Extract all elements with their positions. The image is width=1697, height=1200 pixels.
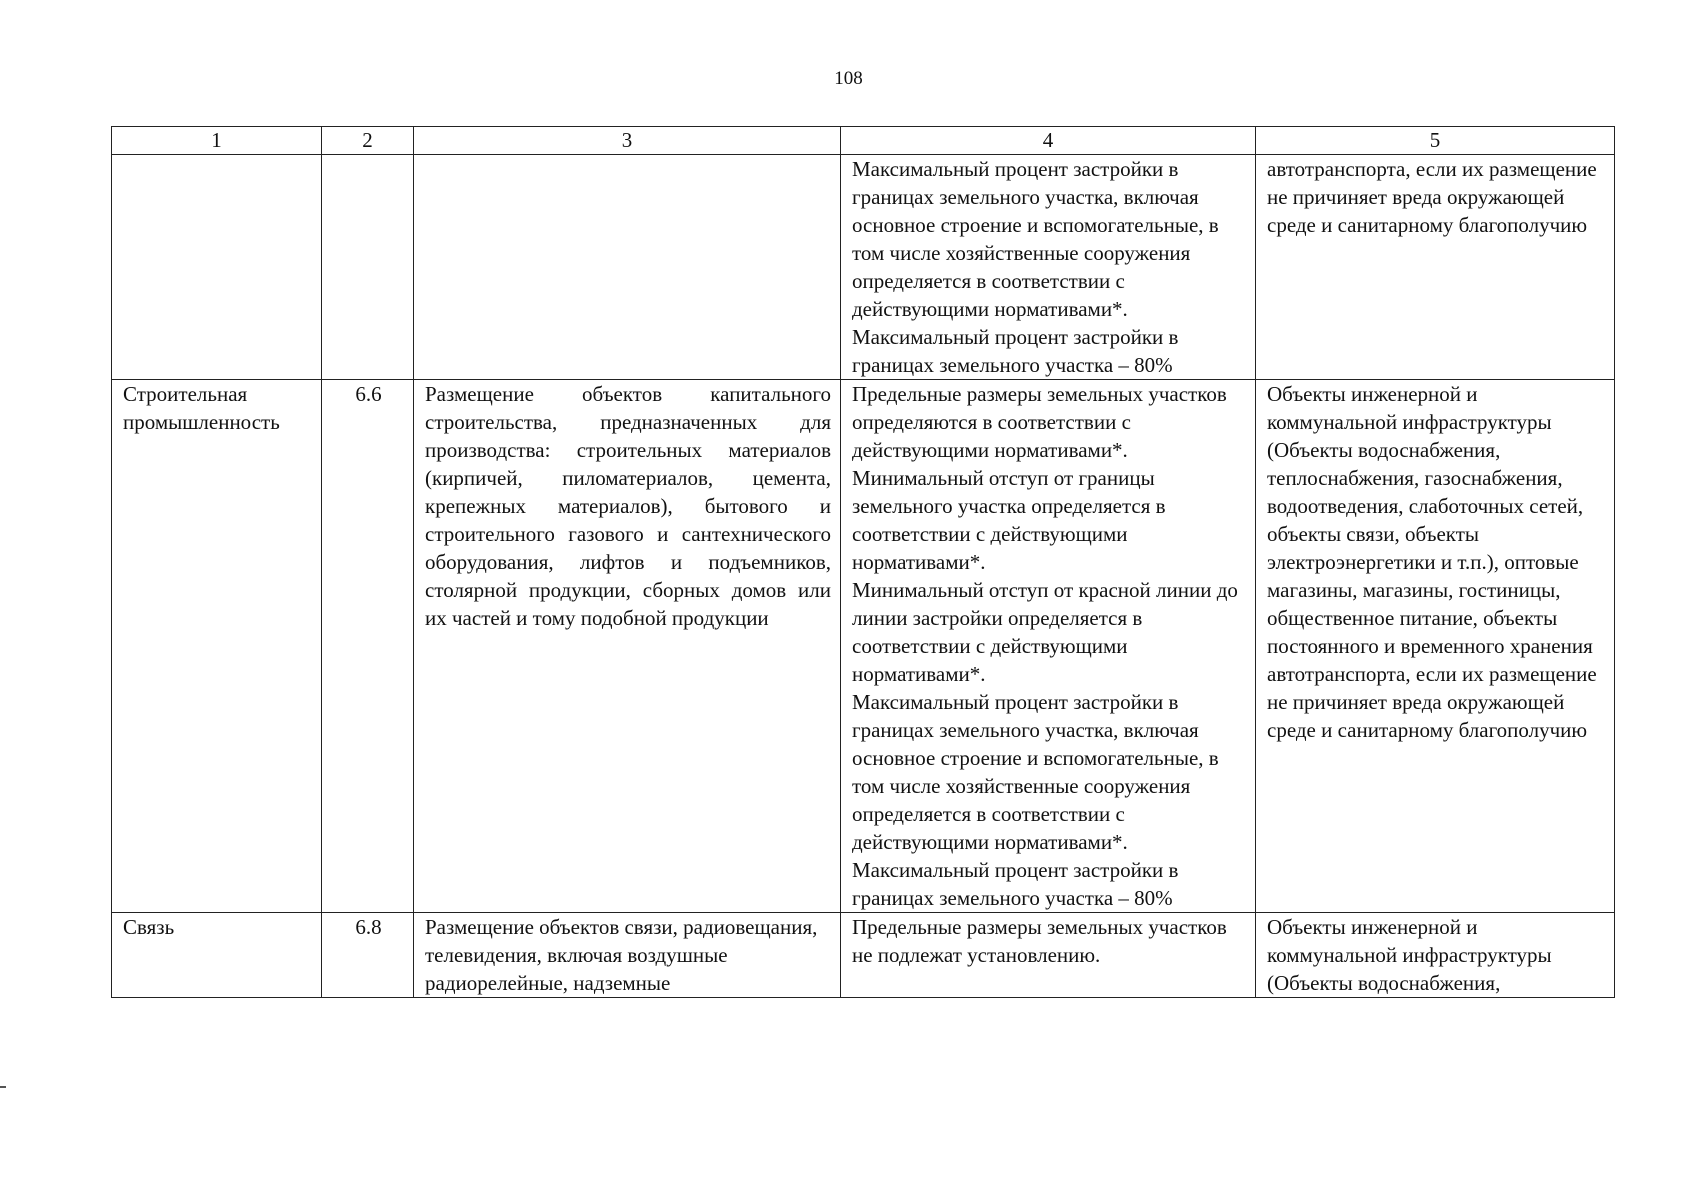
parameters-cell: Предельные размеры земельных участков определяются в соответствии с действующими нормативами*. Минимальный отступ от границы земельного участка определяется в соответствии с действующими нормативами*. Минимальный отступ от красной линии до линии застройки определяется в соответствии с действующими нормативами*. Максимальный процент застройки в границах земельного участка, включая основное строение и вспомогательные, в том числе хозяйственные сооружения определяется в соответствии с действующими нормативами*. Максимальный процент застройки в границах земельного участка – 80% <box>841 380 1256 913</box>
column-header: 4 <box>841 127 1256 155</box>
use-name-cell: Строительная промышленность <box>112 380 322 913</box>
page-number: 108 <box>834 68 863 89</box>
column-header: 3 <box>414 127 841 155</box>
use-name-cell <box>112 155 322 380</box>
table-header-row <box>112 127 1615 155</box>
column-header: 1 <box>112 127 322 155</box>
use-description-cell <box>414 155 841 380</box>
column-header: 5 <box>1256 127 1615 155</box>
use-description-cell: Размещение объектов капитального строительства, предназначенных для производства: строительных материалов (кирпичей, пиломатериалов, цемента, крепежных материалов), бытового и строительного газового и сантехнического оборудования, лифтов и подъемников, столярной продукции, сборных домов или их частей и тому подобной продукции <box>414 380 841 913</box>
use-description-cell: Размещение объектов связи, радиовещания, телевидения, включая воздушные радиорелейные, надземные <box>414 913 841 998</box>
use-code-cell: 6.6 <box>322 380 414 913</box>
auxiliary-uses-cell: Объекты инженерной и коммунальной инфраструктуры (Объекты водоснабжения, теплоснабжения, газоснабжения, водоотведения, слаботочных сетей, объекты связи, объекты электроэнергетики и т.п.), оптовые магазины, магазины, гостиницы, общественное питание, объекты постоянного и временного хранения автотранспорта, если их размещение не причиняет вреда окружающей среде и санитарному благополучию <box>1256 380 1615 913</box>
table-row <box>112 380 1615 913</box>
auxiliary-uses-cell: Объекты инженерной и коммунальной инфраструктуры (Объекты водоснабжения, <box>1256 913 1615 998</box>
parameters-cell: Предельные размеры земельных участков не подлежат установлению. <box>841 913 1256 998</box>
use-name-cell: Связь <box>112 913 322 998</box>
auxiliary-uses-cell: автотранспорта, если их размещение не причиняет вреда окружающей среде и санитарному благополучию <box>1256 155 1615 380</box>
use-code-cell: 6.8 <box>322 913 414 998</box>
column-header: 2 <box>322 127 414 155</box>
table-row <box>112 913 1615 998</box>
parameters-cell: Максимальный процент застройки в границах земельного участка, включая основное строение и вспомогательные, в том числе хозяйственные сооружения определяется в соответствии с действующими нормативами*. Максимальный процент застройки в границах земельного участка – 80% <box>841 155 1256 380</box>
use-code-cell <box>322 155 414 380</box>
table-row <box>112 155 1615 380</box>
regulations-table <box>111 126 1615 998</box>
scan-margin-mark <box>0 1086 6 1088</box>
